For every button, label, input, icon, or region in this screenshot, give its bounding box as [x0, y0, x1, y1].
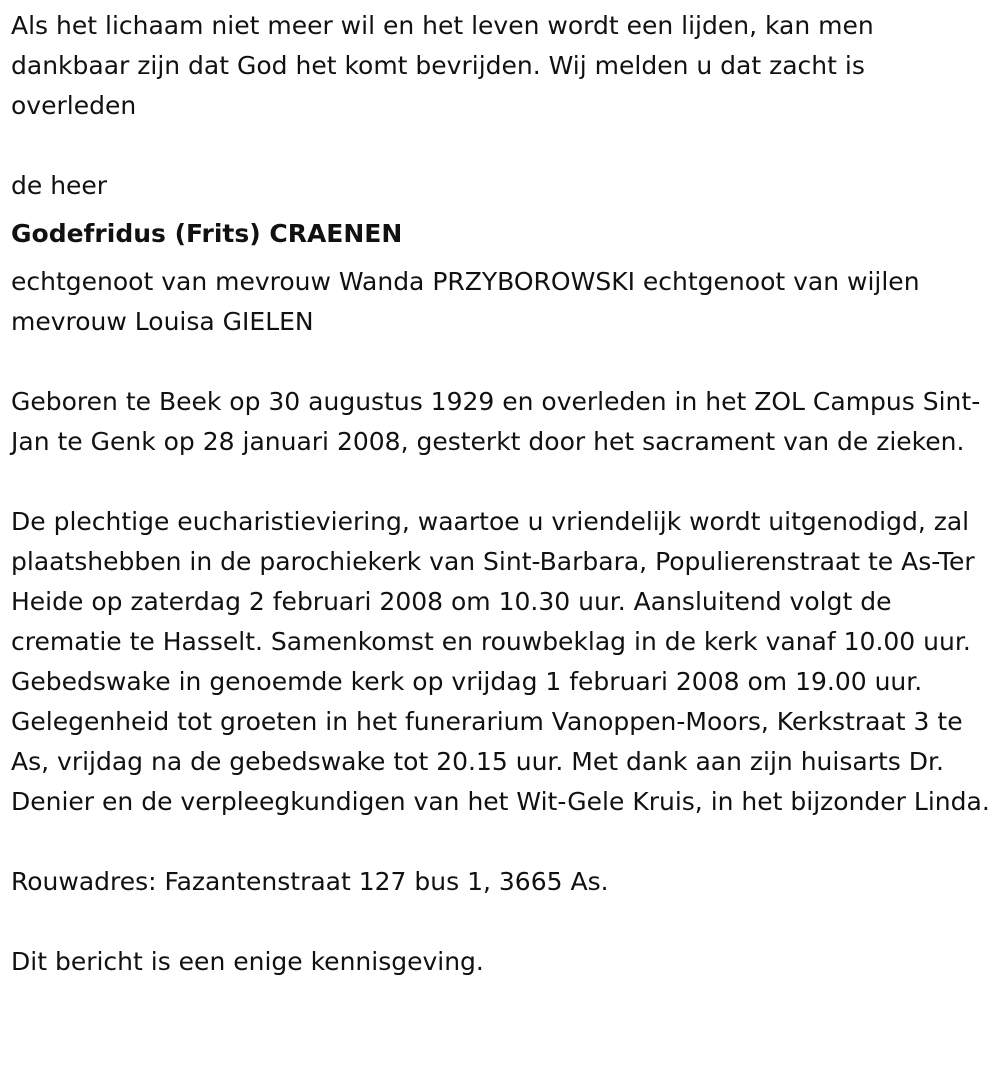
closing-paragraph: Dit bericht is een enige kennisgeving.: [11, 947, 484, 976]
address-paragraph: Rouwadres: Fazantenstraat 127 bus 1, 3665 As.: [11, 867, 609, 896]
ceremony-paragraph: De plechtige eucharistieviering, waartoe u vriendelijk wordt uitgenodigd, zal plaatshebben in de parochiekerk van Sint-Barbara, Populierenstraat te As-Ter Heide op zaterdag 2 februari 2008 om 10.30 uur. Aansluitend volgt de crematie te Hasselt. Samenkomst en rouwbeklag in de kerk vanaf 10.00 uur. Gebedswake in genoemde kerk op vrijdag 1 februari 2008 om 19.00 uur. Gelegenheid tot groeten in het funerarium Vanoppen-Moors, Kerkstraat 3 te As, vrijdag na de gebedswake tot 20.15 uur. Met dank aan zijn huisarts Dr. Denier en de verpleegkundigen van het Wit-Gele Kruis, in het bijzonder Linda.: [11, 507, 990, 816]
salutation: de heer: [11, 171, 108, 200]
deceased-name: Godefridus (Frits) CRAENEN: [11, 219, 403, 248]
intro-paragraph: Als het lichaam niet meer wil en het leven wordt een lijden, kan men dankbaar zijn dat God het komt bevrijden. Wij melden u dat zacht is overleden: [11, 11, 874, 120]
birth-death-paragraph: Geboren te Beek op 30 augustus 1929 en overleden in het ZOL Campus Sint-Jan te Genk op 28 januari 2008, gesterkt door het sacrament van de zieken.: [11, 387, 981, 456]
spouse-paragraph: echtgenoot van mevrouw Wanda PRZYBOROWSKI echtgenoot van wijlen mevrouw Louisa GIELEN: [11, 267, 920, 336]
